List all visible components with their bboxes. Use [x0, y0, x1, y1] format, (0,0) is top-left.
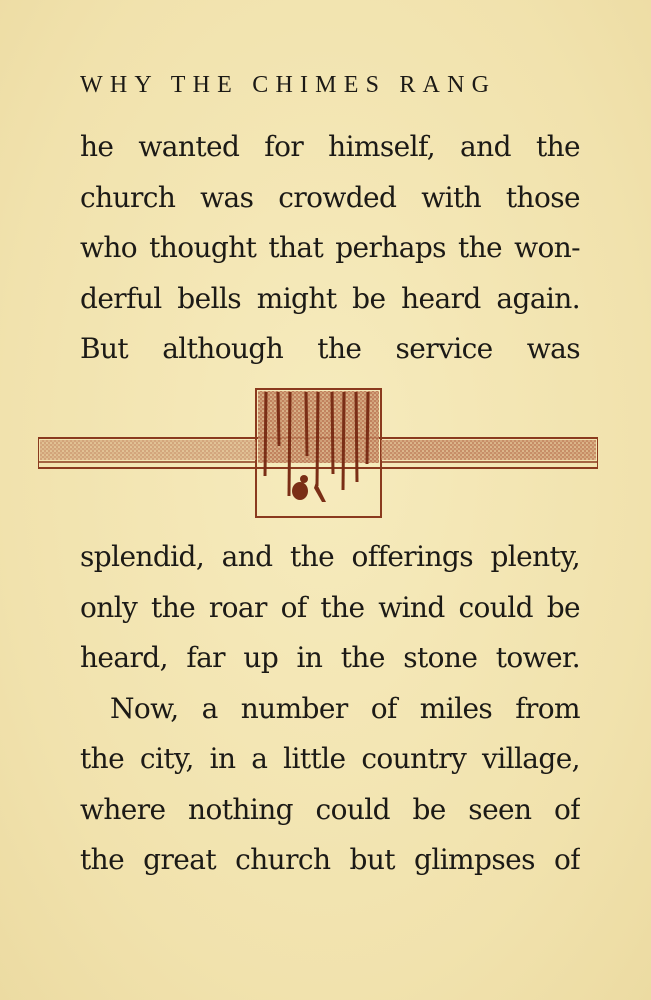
- decorative-ornament: [38, 386, 598, 522]
- ornament-tree-trunk: [332, 392, 333, 474]
- ornament-tree-trunk: [343, 392, 344, 490]
- text-line: derful bells might be heard again.: [80, 281, 580, 315]
- text-line: who thought that perhaps the won-: [80, 231, 580, 264]
- ornament-tree-trunk: [367, 392, 368, 464]
- ornament-tree-trunk: [278, 392, 279, 446]
- ornament-tree-trunk: [265, 392, 266, 476]
- ornament-band-right: [381, 440, 596, 460]
- ornament-tree-trunk: [306, 392, 307, 456]
- ornament-tree-trunk: [356, 392, 357, 482]
- text-line: he wanted for himself, and the: [80, 130, 580, 163]
- text-line: where nothing could be seen of: [80, 792, 580, 826]
- text-block-top: [80, 122, 580, 375]
- running-head: WHY THE CHIMES RANG: [80, 72, 497, 98]
- text-line: splendid, and the offerings plenty,: [80, 540, 580, 573]
- text-line: But although the service was: [80, 332, 580, 365]
- ornament-tree-trunk: [289, 392, 290, 496]
- text-line: the great church but glimpses of: [80, 843, 580, 876]
- ornament-tree-trunk: [317, 392, 318, 486]
- text-line: only the roar of the wind could be: [80, 590, 580, 624]
- text-line: church was crowded with those: [80, 180, 580, 214]
- ornament-band-left: [40, 440, 256, 460]
- text-line: Now, a number of miles from: [110, 691, 580, 725]
- text-block-bottom: [80, 532, 580, 886]
- ornament-figure: [292, 475, 326, 502]
- text-line: the city, in a little country village,: [80, 742, 580, 775]
- text-line: heard, far up in the stone tower.: [80, 641, 580, 674]
